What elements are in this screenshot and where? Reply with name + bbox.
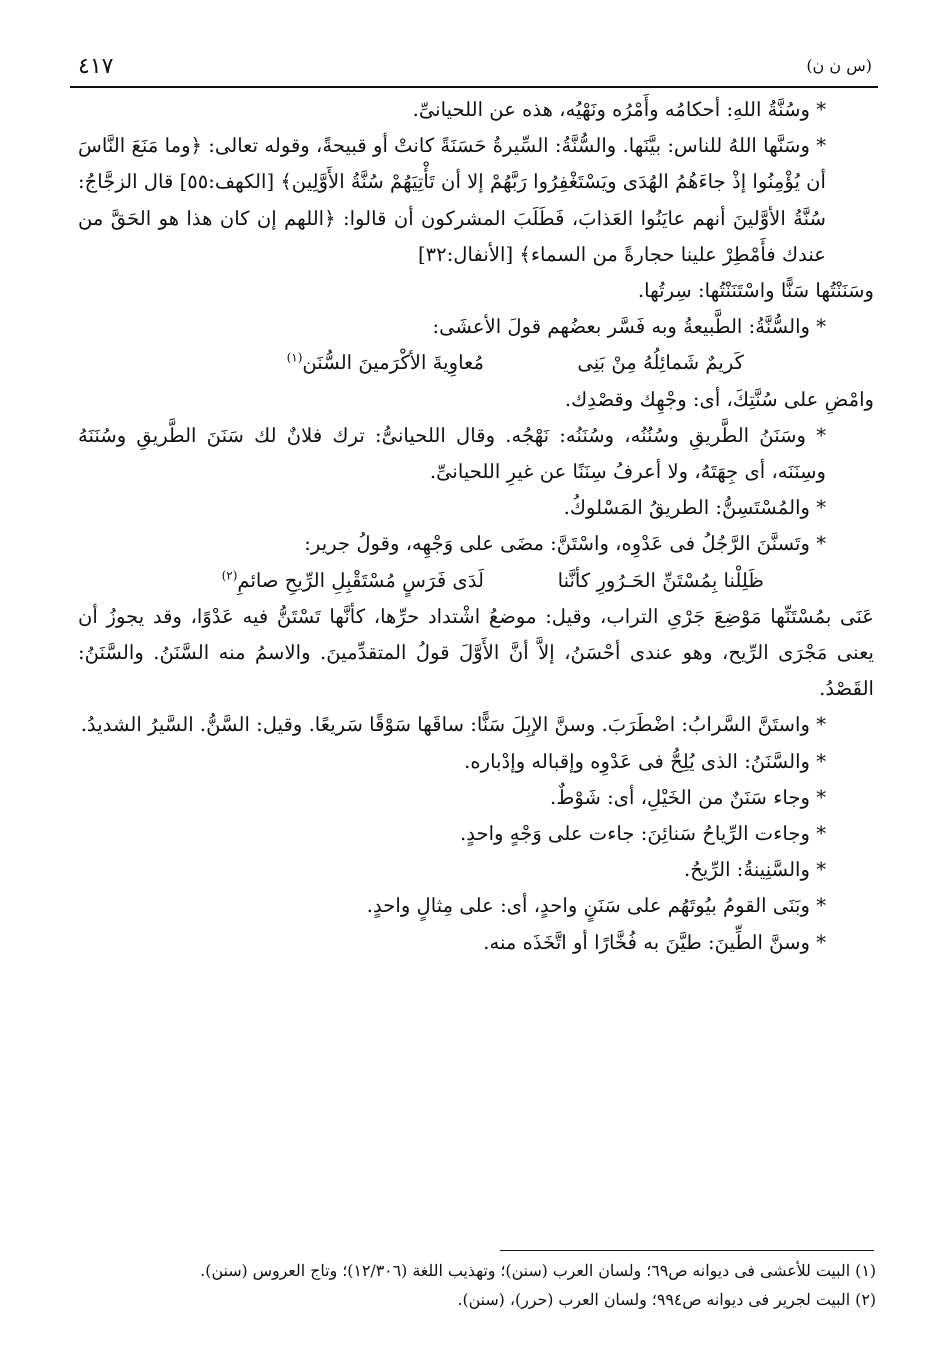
footnote: (٢) البيت لجرير فى ديوانه ص٩٩٤؛ ولسان العرب (حرر)، (سنن). (457, 1290, 876, 1309)
paragraph: * والسَّنِينةُ: الرِّيحُ. (683, 858, 826, 882)
paragraph: * وجاء سَنَنٌ من الخَيْلِ، أى: شَوْطٌ. (550, 785, 826, 809)
verse-first-hemistich: كَريمٌ شَمائِلُهُ مِنْ بَنِى (577, 351, 744, 375)
footnote: (١) البيت للأعشى فى ديوانه ص٦٩؛ ولسان العرب (سنن)؛ وتهذيب اللغة (١٢/٣٠٦)؛ وتاج العروس (سنن). (200, 1261, 876, 1280)
verse-second-hemistich: لَدَى فَرَسٍ مُسْتَقْبِلِ الرِّيحِ صائمِ (237, 568, 484, 592)
paragraph: وامْضِ على سُنَّتِكَ، أى: وجْهِك وقصْدِك. (564, 387, 874, 411)
poetry-verse (78, 563, 874, 599)
footnote-marker: (١) (286, 350, 303, 365)
paragraph: * وجاءت الرِّياحُ سَنائِنَ: جاءت على وَجْهٍ واحدٍ. (459, 822, 826, 846)
paragraph: * وسنَّ الطِّينَ: طيَّنَ به فُخَّارًا أو اتَّخَذَه منه. (483, 930, 826, 954)
paragraph: * وبَنَى القومُ بيُوتَهُم على سَنَنٍ واحدٍ، أى: على مِثالٍ واحدٍ. (366, 894, 826, 918)
main-text (78, 92, 874, 961)
paragraph: * والمُسْتَسِنُّ: الطريقُ المَسْلوكُ. (563, 496, 826, 520)
poetry-verse (78, 345, 874, 381)
footnote-divider (500, 1250, 874, 1251)
paragraph: عَنَى بمُسْتَنِّها مَوْضِعَ جَرْىِ التراب، وقيل: موضعُ اشْتداد حرِّها، كأنَّها تَسْتَنُّ فيه عَدْوًا، وقد يجوزُ أن يعنى مَجْرَى الرِّيح، وهو عندى أحْسَنُ، إلاَّ أنَّ الأَوَّلَ قولُ المتقدِّمينَ. والاسمُ منه السَّنَنُ. والسَّنَنُ: القَصْدُ. (78, 604, 874, 701)
footnotes (70, 1256, 876, 1314)
page-number: ٤١٧ (78, 54, 114, 79)
paragraph: * وتَسنَّنَ الرَّجُلُ فى عَدْوِه، واسْتَنَّ: مضَى على وَجْهِه، وقولُ جرير: (304, 532, 826, 556)
running-head: (س ن ن) (806, 56, 872, 75)
paragraph: * والسُّنَّةُ: الطَّبيعةُ وبه فَسَّر بعضُهم قولَ الأعشَى: (432, 315, 826, 339)
page-header (70, 52, 878, 88)
paragraph: * وسُنَّةُ اللهِ: أحكامُه وأَمْرُه ونَهْيُه، هذه عن اللحيانىِّ. (412, 98, 826, 121)
paragraph: * والسَّنَنُ: الذى يُلِحُّ فى عَدْوِه وإقباله وإدْباره. (464, 749, 826, 773)
paragraph: * وسَنَنُ الطَّريقِ وسُنُنُه، وسُنَنُه: نَهْجُه. وقال اللحيانىُّ: ترك فلانٌ لك سَنَنَ الطَّريقِ وسُنَنَهُ وسِنَنَه، أى جِهَتَهُ، ولا أعرفُ سِنَنًا عن غيرِ اللحيانىِّ. (78, 423, 826, 484)
verse-first-hemistich: ظَلِلْنا بِمُسْتَنِّ الحَـرُورِ كأنَّنا (557, 568, 764, 592)
verse-second-hemistich: مُعاوِيةَ الأكْرَمينَ السُّنَن (302, 351, 484, 375)
paragraph: وسَنَنْتُها سَنًّا واسْتَنَنْتُها: سِرتُها. (637, 279, 874, 303)
paragraph: * واستَنَّ السَّرابُ: اضْطَرَبَ. وسنَّ الإبِلَ سَنًّا: ساقَها سَوْقًا سَريعًا. وقيل: السَّنُّ. السَّيرُ الشديدُ. (80, 713, 826, 737)
footnote-marker: (٢) (221, 568, 238, 583)
paragraph: * وسَنَّها اللهُ للناس: بيَّنَها. والسُّنَّةُ: السِّيرةُ حَسَنَةً كانتْ أو قبيحةً، وقوله تعالى: ﴿وما مَنَعَ النَّاسَ أن يُؤْمِنُوا إذْ جاءَهُمُ الهُدَى ويَسْتَغْفِرُوا رَبَّهُمْ إلا أن تَأْتِيَهُمْ سُنَّةُ الأَوَّلِين﴾ [الكهف:٥٥] قال الزجَّاجُ: سُنَّةُ الأوَّلينَ أنهم عايَنُوا العَذابَ، فَطَلَبَ المشركون أن قالوا: ﴿اللهم إن كان هذا هو الحَقَّ من عندك فأَمْطِرْ علينا حجارةً من السماء﴾ [الأنفال:٣٢] (78, 134, 826, 266)
